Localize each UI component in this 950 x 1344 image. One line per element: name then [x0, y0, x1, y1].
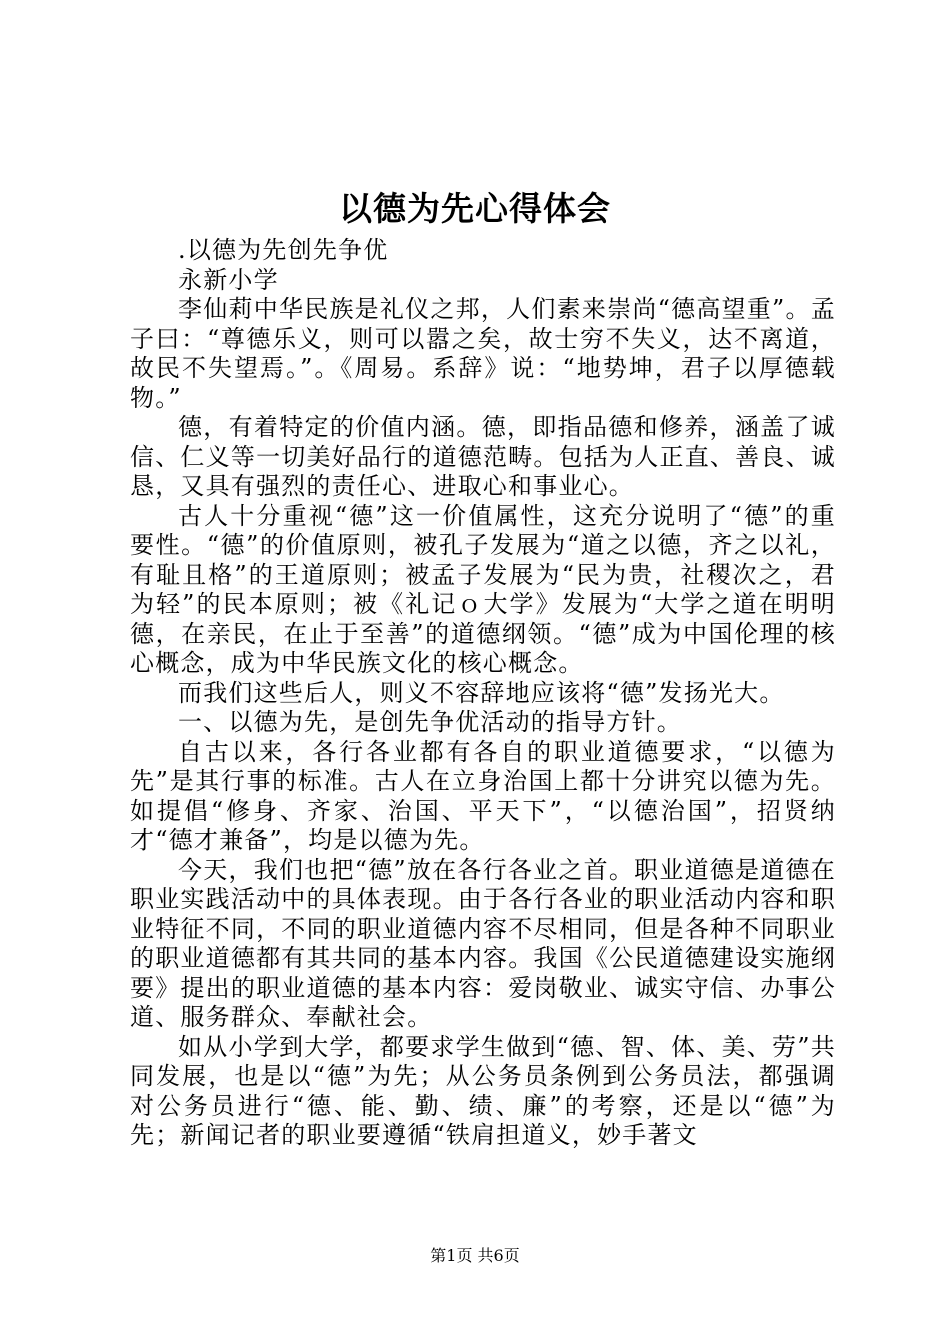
paragraph-5: 古人十分重视“德”这一价值属性，这充分说明了“德”的重要性。“德”的价值原则，被孔子发展为“道之以德，齐之以礼，有耻且格”的王道原则；被孟子发展为“民为贵，社稷次之，君为轻”的民本原则；被《礼记ｏ大学》发展为“大学之道在明明德，在亲民，在止于至善”的道德纲领。“德”成为中国伦理的核心概念，成为中华民族文化的核心概念。 — [130, 501, 836, 677]
paragraph-1: .以德为先创先争优 — [178, 236, 389, 264]
paragraph-10: 如从小学到大学，都要求学生做到“德、智、体、美、劳”共同发展，也是以“德”为先；从公务员条例到公务员法，都强调对公务员进行“德、能、勤、绩、廉”的考察，还是以“德”为先；新闻记者的职业要遵循“铁肩担道义，妙手著文 — [130, 1032, 836, 1149]
paragraph-3: 李仙莉中华民族是礼仪之邦，人们素来崇尚“德高望重”。孟子曰：“尊德乐义，则可以嚣之矣，故士穷不失义，达不离道，故民不失望焉。”。《周易。系辞》说：“地势坤，君子以厚德载物。” — [130, 295, 836, 412]
document-body — [130, 236, 836, 1151]
paragraph-7: 一、以德为先，是创先争优活动的指导方针。 — [178, 708, 682, 736]
paragraph-4: 德，有着特定的价值内涵。德，即指品德和修养，涵盖了诚信、仁义等一切美好品行的道德范畴。包括为人正直、善良、诚恳，又具有强烈的责任心、进取心和事业心。 — [130, 413, 836, 500]
page-footer: 第1页 共6页 — [430, 1246, 520, 1265]
paragraph-9: 今天，我们也把“德”放在各行各业之首。职业道德是道德在职业实践活动中的具体表现。由于各行各业的职业活动内容和职业特征不同，不同的职业道德内容不尽相同，但是各种不同职业的职业道德都有其共同的基本内容。我国《公民道德建设实施纲要》提出的职业道德的基本内容：爱岗敬业、诚实守信、办事公道、服务群众、奉献社会。 — [130, 855, 836, 1031]
paragraph-6: 而我们这些后人，则义不容辞地应该将“德”发扬光大。 — [178, 678, 785, 707]
paragraph-2: 永新小学 — [178, 265, 279, 294]
document-title: 以德为先心得体会 — [339, 189, 611, 228]
paragraph-8: 自古以来，各行各业都有各自的职业道德要求，“以德为先”是其行事的标准。古人在立身治国上都十分讲究以德为先。如提倡“修身、齐家、治国、平天下”，“以德治国”，招贤纳才“德才兼备”，均是以德为先。 — [130, 737, 836, 854]
